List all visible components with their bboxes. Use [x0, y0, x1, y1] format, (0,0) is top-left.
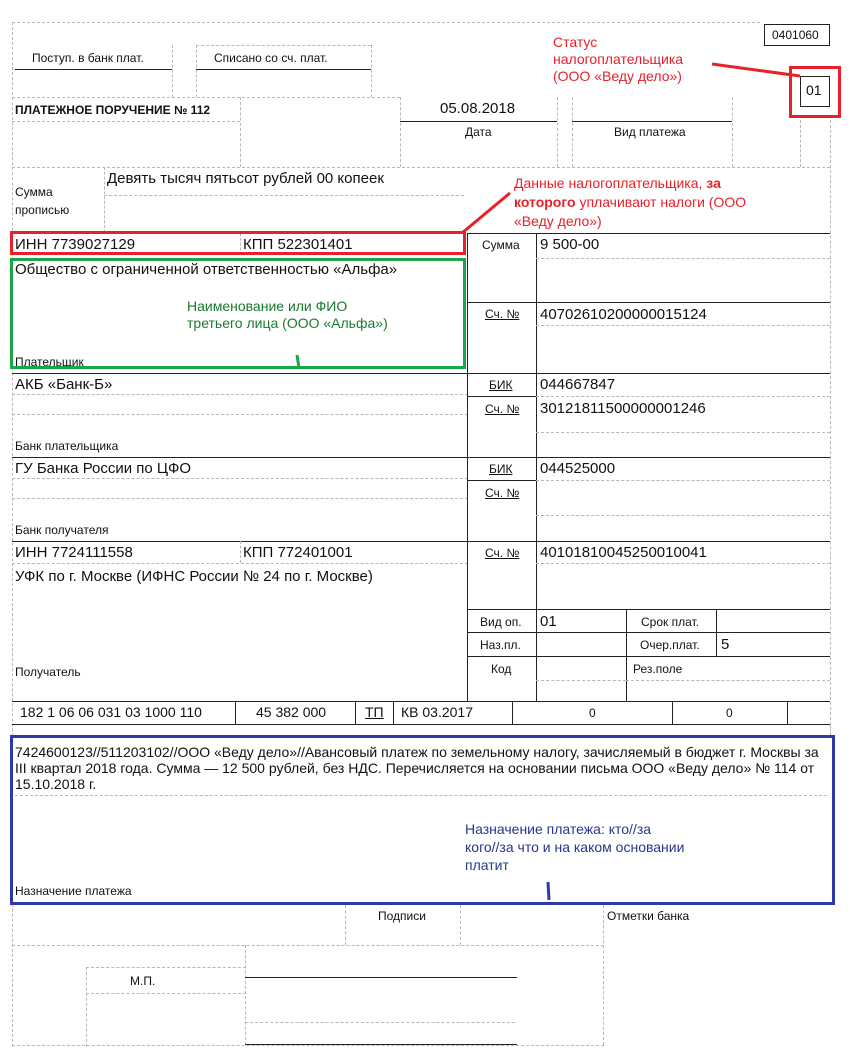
kbk-value: 182 1 06 06 031 03 1000 110 — [20, 704, 202, 720]
reserve-label: Рез.поле — [633, 662, 683, 676]
purpose-annotation-2: кого//за что и на каком основании — [465, 839, 685, 855]
taxpayer-annotation-1: Данные налогоплательщика, за — [514, 175, 721, 191]
form-code: 0401060 — [772, 28, 819, 42]
amount-label: Сумма — [482, 238, 520, 252]
doc-number-value: 0 — [589, 706, 596, 720]
payment-purpose-label: Назначение платежа — [15, 884, 132, 898]
payee-label: Получатель — [15, 665, 81, 679]
payer-bank-account-label: Сч. № — [485, 402, 520, 416]
payer-bank-label: Банк плательщика — [15, 439, 119, 453]
payer-bik: 044667847 — [540, 376, 616, 393]
payment-purpose-text: 7424600123//511203102//ООО «Веду дело»//Авансовый платеж по земельному налогу, зачисляемый в бюджет г. Москвы за III квартал 2018 года. Сумма — 12 500 рублей, без НДС. Перечисляется на основании письма ООО «Веду дело» № 114 от 15.10.2018 г. — [15, 744, 819, 792]
taxpayer-annotation-bold-1: за — [706, 175, 721, 191]
third-party-annotation-1: Наименование или ФИО — [187, 298, 348, 314]
amount-words: Девять тысяч пятьсот рублей 00 копеек — [107, 170, 384, 187]
payee-bank-label: Банк получателя — [15, 523, 109, 537]
payee-kpp: КПП 772401001 — [243, 544, 353, 561]
taxpayer-annotation-2: которого уплачивают налоги (ООО — [514, 194, 747, 210]
op-type-label: Вид оп. — [480, 615, 522, 629]
received-label: Поступ. в банк плат. — [32, 51, 144, 65]
payee-bik-label: БИК — [489, 462, 513, 476]
payer-bik-label: БИК — [489, 378, 513, 392]
payer-account: 40702610200000015124 — [540, 306, 707, 323]
payer-inn: ИНН 7739027129 — [15, 236, 136, 253]
period-value: КВ 03.2017 — [401, 704, 473, 720]
payee-bank-name: ГУ Банка России по ЦФО — [15, 460, 192, 477]
taxpayer-annotation-3: «Веду дело») — [514, 213, 602, 229]
date-label: Дата — [465, 125, 492, 139]
payer-label: Плательщик — [15, 355, 84, 369]
queue-label: Очер.плат. — [640, 638, 700, 652]
amount-value: 9 500-00 — [540, 236, 600, 253]
payee-account-label: Сч. № — [485, 546, 520, 560]
purpose-pointer-tick — [548, 882, 549, 900]
status-annotation-1: Статус — [553, 34, 598, 50]
order-date: 05.08.2018 — [440, 100, 516, 117]
order-title: ПЛАТЕЖНОЕ ПОРУЧЕНИЕ № 112 — [15, 103, 211, 117]
debited-label: Списано со сч. плат. — [214, 51, 328, 65]
purpose-annotation-1: Назначение платежа: кто//за — [465, 821, 652, 837]
payee-bank-account-label: Сч. № — [485, 486, 520, 500]
status-annotation-2: налогоплательщика — [553, 51, 684, 67]
third-party-annotation-2: третьего лица (ООО «Альфа») — [187, 315, 388, 331]
third-party-pointer-tick — [297, 355, 299, 368]
status-pointer-line — [712, 64, 800, 76]
payer-bank-account: 30121811500000001246 — [540, 400, 706, 417]
status-value: 01 — [806, 82, 822, 98]
signatures-label: Подписи — [378, 909, 426, 923]
code-label: Код — [491, 662, 512, 676]
stamp-label: М.П. — [130, 974, 156, 988]
basis-value: ТП — [365, 704, 384, 720]
payee-account: 40101810045250010041 — [540, 544, 707, 561]
bank-marks-label: Отметки банка — [607, 909, 690, 923]
amount-words-label-1: Сумма — [15, 185, 53, 199]
queue-value: 5 — [721, 636, 730, 653]
doc-date-value: 0 — [726, 706, 733, 720]
op-type-value: 01 — [540, 613, 557, 630]
purpose-code-label: Наз.пл. — [480, 638, 521, 652]
payer-name: Общество с ограниченной ответственностью «Альфа» — [15, 261, 398, 278]
purpose-annotation-3: платит — [465, 857, 509, 873]
payee-bik: 044525000 — [540, 460, 616, 477]
payer-account-label: Сч. № — [485, 307, 520, 321]
taxpayer-pointer-line — [462, 193, 510, 233]
amount-words-label-2: прописью — [15, 203, 70, 217]
payment-type-label: Вид платежа — [614, 125, 686, 139]
oktmo-value: 45 382 000 — [256, 704, 327, 720]
term-label: Срок плат. — [641, 615, 700, 629]
payee-name: УФК по г. Москве (ИФНС России № 24 по г. Москве) — [15, 568, 373, 585]
payee-inn: ИНН 7724111558 — [15, 544, 133, 561]
status-annotation-3: (ООО «Веду дело») — [553, 68, 682, 84]
taxpayer-annotation-bold-2: которого — [514, 194, 576, 210]
payer-bank-name: АКБ «Банк-Б» — [15, 376, 113, 393]
payer-kpp: КПП 522301401 — [243, 236, 353, 253]
